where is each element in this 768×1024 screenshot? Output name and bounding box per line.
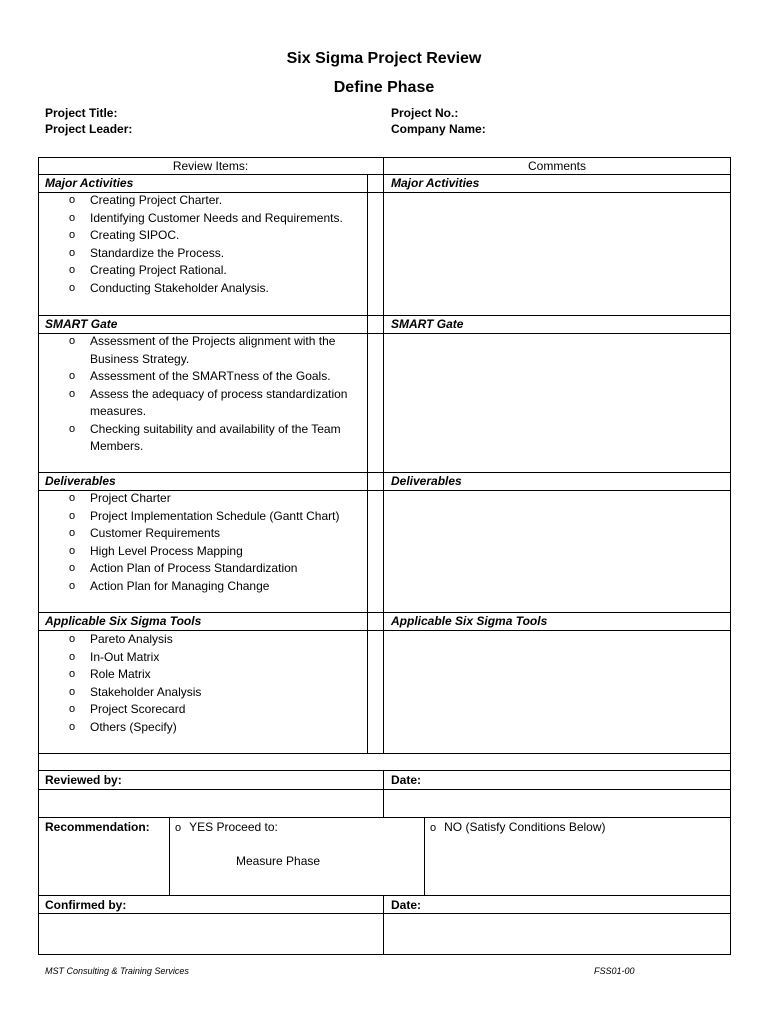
list-item: o Creating Project Rational.: [45, 262, 365, 280]
review-date-label: Date:: [391, 773, 422, 787]
no-option[interactable]: [430, 819, 606, 836]
no-radio-icon[interactable]: o: [430, 822, 437, 834]
list-item: o Creating Project Charter.: [45, 192, 365, 210]
comment-heading-smart-gate: SMART Gate: [391, 317, 464, 331]
list-item: o Action Plan for Managing Change: [45, 578, 365, 596]
list-item: o Pareto Analysis: [45, 631, 365, 649]
list-item: o Checking suitability and availability of the Team Members.: [45, 421, 363, 456]
list-item: o Identifying Customer Needs and Requirements.: [45, 210, 365, 228]
project-leader-label: Project Leader:: [45, 122, 133, 136]
recommendation-label: Recommendation:: [45, 820, 150, 834]
section-heading-major-activities: Major Activities: [45, 176, 134, 190]
project-no-label: Project No.:: [391, 106, 459, 120]
list-item: o Assess the adequacy of process standardization measures.: [45, 386, 363, 421]
project-meta-right: [391, 105, 486, 137]
reviewed-by-field[interactable]: [39, 790, 383, 817]
smart-gate-list: [45, 333, 363, 456]
comment-heading-deliverables: Deliverables: [391, 474, 462, 488]
confirmed-by-field[interactable]: [39, 914, 383, 954]
section-heading-deliverables: Deliverables: [45, 474, 116, 488]
deliverables-list: [45, 490, 365, 595]
list-item: o Project Scorecard: [45, 701, 365, 719]
list-item: o Standardize the Process.: [45, 245, 365, 263]
review-date-field[interactable]: [384, 790, 730, 817]
list-item: o Action Plan of Process Standardization: [45, 560, 365, 578]
tools-list: [45, 631, 365, 736]
document-subtitle: Define Phase: [333, 79, 435, 96]
list-item: o Assessment of the Projects alignment with the Business Strategy.: [45, 333, 363, 368]
footer-company: MST Consulting & Training Services: [45, 966, 189, 976]
footer-code: FSS01-00: [594, 966, 635, 976]
project-title-label: Project Title:: [45, 106, 118, 120]
list-item: o High Level Process Mapping: [45, 543, 365, 561]
list-item: o Project Implementation Schedule (Gantt Chart): [45, 508, 365, 526]
comment-heading-tools: Applicable Six Sigma Tools: [391, 614, 548, 628]
list-item: o Project Charter: [45, 490, 365, 508]
major-activities-list: [45, 192, 365, 297]
list-item: o Customer Requirements: [45, 525, 365, 543]
yes-option[interactable]: [175, 819, 278, 836]
next-phase-label: Measure Phase: [236, 854, 321, 868]
list-item: o Creating SIPOC.: [45, 227, 365, 245]
yes-option-label: YES Proceed to:: [189, 820, 278, 834]
company-name-label: Company Name:: [391, 122, 486, 136]
list-item: o Others (Specify): [45, 719, 365, 737]
no-option-label: NO (Satisfy Conditions Below): [444, 820, 606, 834]
list-item: o Stakeholder Analysis: [45, 684, 365, 702]
list-item: o Conducting Stakeholder Analysis.: [45, 280, 365, 298]
section-heading-smart-gate: SMART Gate: [45, 317, 118, 331]
section-heading-tools: Applicable Six Sigma Tools: [45, 614, 202, 628]
confirmed-by-label: Confirmed by:: [45, 898, 127, 912]
reviewed-by-label: Reviewed by:: [45, 773, 122, 787]
yes-radio-icon[interactable]: o: [175, 822, 182, 834]
document-title: Six Sigma Project Review: [286, 50, 482, 67]
comment-heading-major-activities: Major Activities: [391, 176, 480, 190]
list-item: o Role Matrix: [45, 666, 365, 684]
project-meta-left: [45, 105, 132, 137]
list-item: o Assessment of the SMARTness of the Goals.: [45, 368, 363, 386]
comments-header: Comments: [527, 159, 586, 173]
review-items-header: Review Items:: [172, 159, 249, 173]
list-item: o In-Out Matrix: [45, 649, 365, 667]
confirm-date-field[interactable]: [384, 914, 730, 954]
confirm-date-label: Date:: [391, 898, 422, 912]
